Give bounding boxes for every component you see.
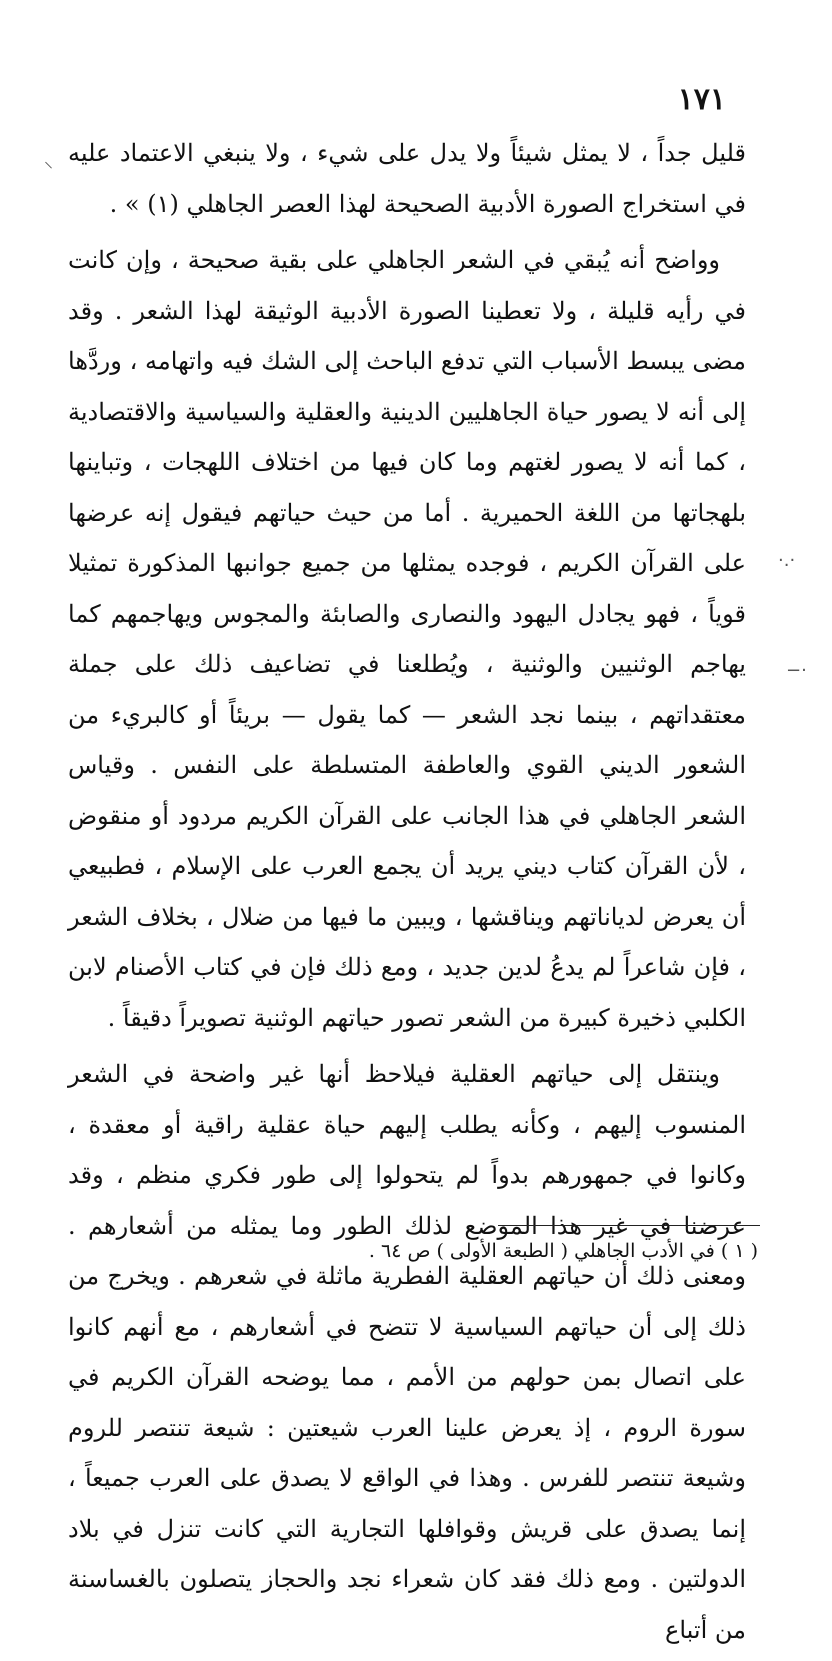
footnote: ( ١ ) في الأدب الجاهلي ( الطبعة الأولى ) ص ٦٤ . — [368, 1240, 758, 1262]
paragraph-intellectual-life: وينتقل إلى حياتهم العقلية فيلاحظ أنها غير واضحة في الشعر المنسوب إليهم ، وكأنه يطلب إليهم حياة عقلية راقية أو معقدة ، وكانوا في جمهورهم بدواً لم يتحولوا إلى طور فكري منظم ، وقد عرضنا في غير هذا الموضع لذلك الطور وما يمثله من أشعارهم . ومعنى ذلك أن حياتهم العقلية الفطرية ماثلة في شعرهم . ويخرج من ذلك إلى أن حياتهم السياسية لا تتضح في أشعارهم ، مع أنهم كانوا على اتصال بمن حولهم من الأمم ، مما يوضحه القرآن الكريم في سورة الروم ، إذ يعرض علينا العرب شيعتين : شيعة تنتصر للروم وشيعة تنتصر للفرس . وهذا في الواقع لا يصدق على العرب جميعاً ، إنما يصدق على قريش وقوافلها التجارية التي كانت تنزل في بلاد الدولتين . ومع ذلك فقد كان شعراء نجد والحجاز يتصلون بالغساسنة من أتباع — [68, 1060, 747, 1644]
paragraph-continuation: قليل جداً ، لا يمثل شيئاً ولا يدل على شيء ، ولا ينبغي الاعتماد عليه في استخراج الصورة الأدبية الصحيحة لهذا العصر الجاهلي (١) » . — [68, 139, 746, 218]
page-number: ١٧١ — [677, 82, 726, 117]
footnote-divider — [498, 1225, 760, 1226]
body-text — [68, 128, 746, 1661]
margin-pencil-mark: ·− — [786, 660, 807, 681]
margin-pencil-mark: ⸝ — [44, 151, 53, 172]
paragraph-pre-islamic-poetry: وواضح أنه يُبقي في الشعر الجاهلي على بقية صحيحة ، وإن كانت في رأيه قليلة ، ولا تعطينا الصورة الأدبية الوثيقة لهذا الشعر . وقد مضى يبسط الأسباب التي تدفع الباحث إلى الشك فيه واتهامه ، وردَّها إلى أنه لا يصور حياة الجاهليين الدينية والعقلية والسياسية والاقتصادية ، كما أنه لا يصور لغتهم وما كان فيها من اختلاف اللهجات ، وتباينها بلهجاتها من اللغة الحميرية . أما من حيث حياتهم فيقول إنه عرضها على القرآن الكريم ، فوجده يمثلها من جميع جوانبها المذكورة تمثيلا قوياً ، فهو يجادل اليهود والنصارى والصابئة والمجوس ويهاجمهم كما يهاجم الوثنيين والوثنية ، ويُطلعنا في تضاعيف ذلك على جملة معتقداتهم ، بينما نجد الشعر — كما يقول — بريئاً أو كالبريء من الشعور الديني القوي والعاطفة المتسلطة على النفس . وقياس الشعر الجاهلي في هذا الجانب على القرآن الكريم مردود أو منقوض ، لأن القرآن كتاب ديني يريد أن يجمع العرب على الإسلام ، فطبيعي أن يعرض لدياناتهم ويناقشها ، ويبين ما فيها من ضلال ، بخلاف الشعر ، فإن شاعراً لم يدعُ لدين جديد ، ومع ذلك فإن في كتاب الأصنام لابن الكلبي ذخيرة كبيرة من الشعر تصور حياتهم الوثنية تصويراً دقيقاً . — [68, 246, 746, 1032]
margin-pencil-mark: ·.· — [778, 550, 796, 571]
